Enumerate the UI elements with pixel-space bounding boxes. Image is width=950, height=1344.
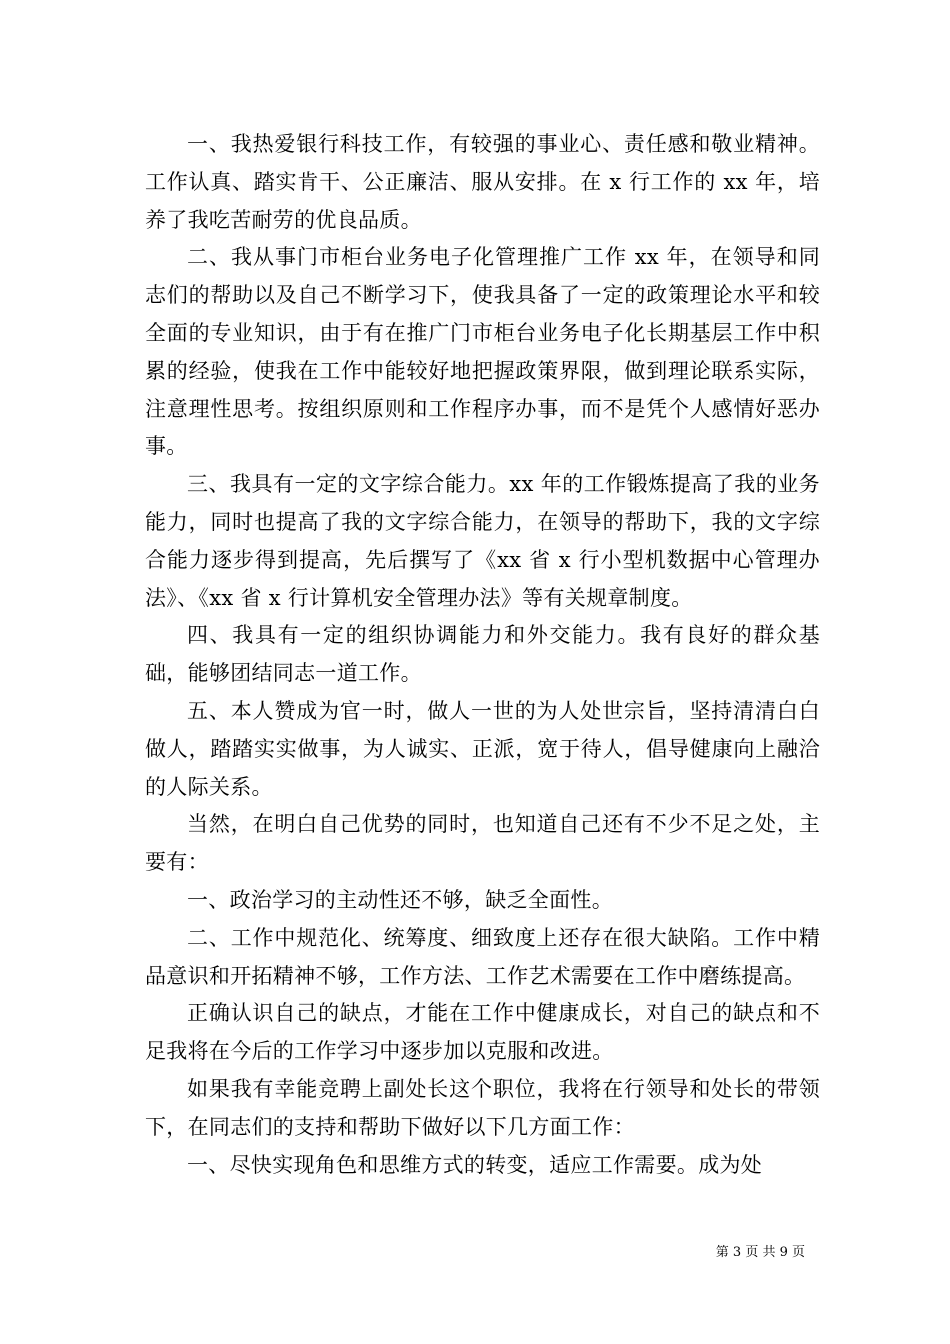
paragraph-1: 一、我热爱银行科技工作，有较强的事业心、责任感和敬业精神。工作认真、踏实肯干、公正廉洁、服从安排。在 x 行工作的 xx 年，培养了我吃苦耐劳的优良品质。 (145, 132, 820, 232)
paragraph-11: 一、尽快实现角色和思维方式的转变，适应工作需要。成为处 (187, 1152, 763, 1177)
page-number-label: 第 3 页 共 9 页 (715, 1245, 805, 1260)
paragraph-8: 二、工作中规范化、统筹度、细致度上还存在很大缺陷。工作中精品意识和开拓精神不够，工作方法、工作艺术需要在工作中磨练提高。 (145, 925, 820, 988)
paragraph-3: 三、我具有一定的文字综合能力。xx 年的工作锻炼提高了我的业务能力，同时也提高了我的文字综合能力，在领导的帮助下，我的文字综合能力逐步得到提高，先后撰写了《xx 省 x 行小型机数据中心管理办法》、《xx 省 x 行计算机安全管理办法》等有关规章制度。 (145, 472, 820, 610)
paragraph-5: 五、本人赞成为官一时，做人一世的为人处世宗旨，坚持清清白白做人，踏踏实实做事，为人诚实、正派，宽于待人，倡导健康向上融洽的人际关系。 (145, 698, 820, 799)
document-body (145, 126, 820, 1184)
paragraph-4: 四、我具有一定的组织协调能力和外交能力。我有良好的群众基础，能够团结同志一道工作。 (145, 623, 820, 686)
paragraph-10: 如果我有幸能竞聘上副处长这个职位，我将在行领导和处长的带领下，在同志们的支持和帮助下做好以下几方面工作： (145, 1076, 820, 1139)
paragraph-6: 当然，在明白自己优势的同时，也知道自己还有不少不足之处，主要有： (145, 812, 820, 875)
paragraph-7: 一、政治学习的主动性还不够，缺乏全面性。 (187, 887, 613, 912)
page-number-footer (716, 1244, 805, 1262)
paragraph-9: 正确认识自己的缺点，才能在工作中健康成长，对自己的缺点和不足我将在今后的工作学习中逐步加以克服和改进。 (145, 1001, 820, 1064)
paragraph-2: 二、我从事门市柜台业务电子化管理推广工作 xx 年，在领导和同志们的帮助以及自己不断学习下，使我具备了一定的政策理论水平和较全面的专业知识，由于有在推广门市柜台业务电子化长期基层工作中积累的经验，使我在工作中能较好地把握政策界限，做到理论联系实际，注意理性思考。按组织原则和工作程序办事，而不是凭个人感情好恶办事。 (145, 245, 820, 459)
